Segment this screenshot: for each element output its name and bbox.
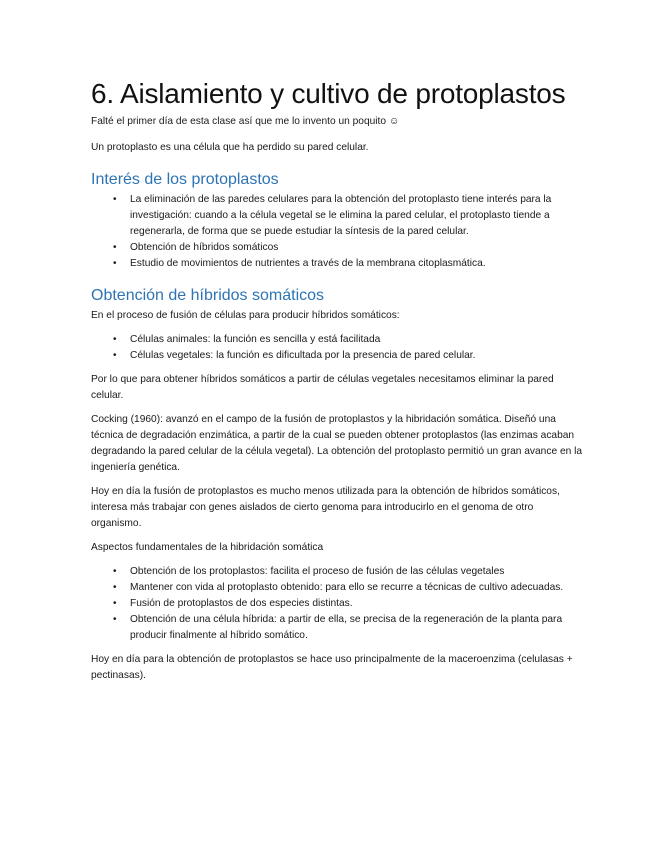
list-item: • Mantener con vida al protoplasto obtenido: para ello se recurre a técnicas de cultivo adecuadas. bbox=[130, 580, 585, 596]
paragraph-aspectos: Aspectos fundamentales de la hibridación somática bbox=[91, 542, 324, 553]
interes-list bbox=[91, 192, 585, 272]
bullet-icon: • bbox=[113, 242, 117, 253]
bullet-icon: • bbox=[113, 598, 117, 609]
bullet-icon: • bbox=[113, 334, 117, 345]
list-item: • La eliminación de las paredes celulares para la obtención del protoplasto tiene interés para la investigación: cuando a la célula vegetal se le elimina la pared celular, el protoplasto tiende a regenerarla, de forma que se puede estudiar la síntesis de la pared celular. bbox=[113, 194, 552, 237]
aspectos-list bbox=[91, 564, 585, 644]
paragraph-cocking: Cocking (1960): avanzó en el campo de la fusión de protoplastos y la hibridación somática. Diseñó una técnica de degradación enzimática, a partir de la cual se pueden obtener protoplastos (las enzimas acaban degradando la pared celular de la célula vegetal). La obtención del protoplasto permitió un gran avance en la ingeniería genética. bbox=[91, 414, 583, 473]
obtencion-lead: En el proceso de fusión de células para producir híbridos somáticos: bbox=[91, 310, 400, 321]
intro-paragraph: Un protoplasto es una célula que ha perdido su pared celular. bbox=[91, 142, 369, 153]
list-item: • Fusión de protoplastos de dos especies distintas. bbox=[130, 596, 585, 612]
page-title: 6. Aislamiento y cultivo de protoplastos bbox=[91, 78, 566, 109]
paragraph-maceroenzima: Hoy en día para la obtención de protoplastos se hace uso principalmente de la maceroenzima (celulasas + pectinasas). bbox=[91, 654, 573, 681]
section-heading-interes: Interés de los protoplastos bbox=[91, 171, 279, 188]
bullet-icon: • bbox=[113, 194, 117, 205]
fusion-list bbox=[91, 332, 585, 364]
bullet-icon: • bbox=[113, 614, 117, 625]
bullet-icon: • bbox=[113, 350, 117, 361]
list-item: • Obtención de híbridos somáticos bbox=[130, 240, 585, 256]
bullet-icon: • bbox=[113, 582, 117, 593]
paragraph-pared-celular: Por lo que para obtener híbridos somáticos a partir de células vegetales necesitamos eliminar la pared celular. bbox=[91, 374, 554, 401]
list-item: • Estudio de movimientos de nutrientes a través de la membrana citoplasmática. bbox=[130, 256, 585, 272]
list-item: • Obtención de los protoplastos: facilita el proceso de fusión de las células vegetales bbox=[130, 564, 585, 580]
bullet-icon: • bbox=[113, 258, 117, 269]
list-item: • Células animales: la función es sencilla y está facilitada bbox=[130, 332, 585, 348]
bullet-icon: • bbox=[113, 566, 117, 577]
paragraph-hoy-fusion: Hoy en día la fusión de protoplastos es mucho menos utilizada para la obtención de híbridos somáticos, interesa más trabajar con genes aislados de cierto genoma para introducirlo en el genoma de otro organismo. bbox=[91, 486, 560, 529]
list-item: • Obtención de una célula híbrida: a partir de ella, se precisa de la regeneración de la planta para producir finalmente al híbrido somático. bbox=[113, 614, 563, 641]
section-heading-obtencion: Obtención de híbridos somáticos bbox=[91, 287, 325, 304]
subtitle-note: Falté el primer día de esta clase así que me lo invento un poquito ☺ bbox=[91, 116, 400, 127]
list-item: • Células vegetales: la función es dificultada por la presencia de pared celular. bbox=[130, 348, 585, 364]
